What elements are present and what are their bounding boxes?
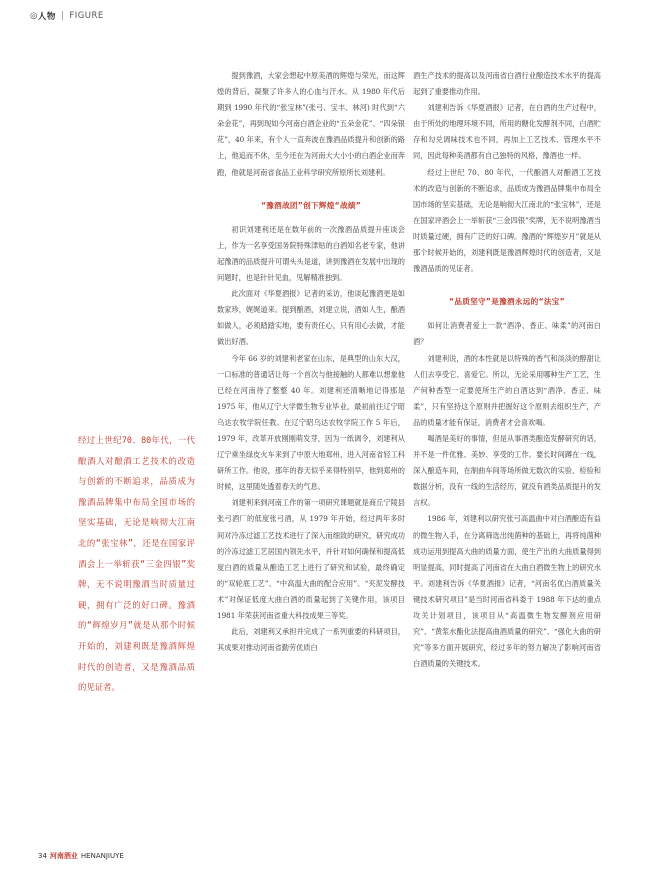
paragraph: 此后，刘建利又承担并完成了一系列重要的科研项目，其成果对推动河南省勤劳优质白 xyxy=(217,627,405,653)
paragraph: 经过上世纪 70、80 年代，一代酿酒人对酿酒工艺技术的改造与创新的不断追求，品质成为豫酒品牌集中布局全国市场的坚实基础，无论是响彻大江南北的“张宝林”，还是在国家评酒会上一举斩获“三金四银”奖牌，无不说明豫酒当时质量过硬，拥有广泛的好口碑。豫酒的“辉煌岁月”就是从那个时候开始的，刘建利既是豫酒辉煌时代的创造者，又是豫酒品质的见证者。 xyxy=(413,167,601,274)
article-column-right xyxy=(413,68,601,672)
section-label: FIGURE xyxy=(69,11,104,21)
section-header xyxy=(30,10,104,22)
magazine-name: 河南酒业 xyxy=(49,852,78,860)
magazine-name-en: HENANJIUYE xyxy=(80,852,124,860)
page-number: 34 xyxy=(38,852,47,860)
paragraph: 今年 66 岁的刘建利老家在山东，是典型的山东大汉，一口标准的普通话让每一个首次与他接触的人都难以想象他已经在河南待了整整 40 年。刘建利还清晰地记得那是 1975 年，他从辽宁大学微生物专业毕业，最初前往辽宁昭乌达农牧学院任教。在辽宁昭乌达农牧学院工作 5 年后，1979 年，改革开放刚刚萌发芽，因为一纸调令，刘建利从辽宁乘坐绿皮火车来到了中原大地郑州，进入河南省轻工科研所工作。他说，那年的春天似乎来得特别早，他到郑州的时候，这里随处透着春天的气息。 xyxy=(217,353,405,492)
paragraph: 喝酒是美好的事情，但是从事酒类酿造发酵研究的话，并不是一件优雅、美妙、享受的工作。要长时间蹲在一线，深入酿造车间，在制曲车间等场所做无数次的实验、检验和数据分析，没有一线的生活经历，就没有酒类品质提升的发言权。 xyxy=(413,433,601,508)
paragraph: 如何让消费者爱上一款“酒净、香正、味柔”的河南白酒？ xyxy=(413,321,601,347)
paragraph: 酒生产技术的提高以及河南省白酒行业酿造技术水平的提高起到了重要推动作用。 xyxy=(413,71,601,97)
paragraph: 1986 年，刘建利以研究张弓高温曲中对白酒酿造有益的微生物入手，在分离筛选出纯菌种的基础上，再将纯菌种成功运用到提高大曲的质量方面，使生产出的大曲质量得到明显提高，同时提高了河南省在大曲白酒微生物上的研究水平。刘建利告诉《华夏酒报》记者，“河南名优白酒质量关键技术研究项目”是当时河南省科委于 1988 年下达的重点攻关计划项目，该项目从“高温微生物发酵剂应用研究”、“黄浆水酯化法提高曲酒质量的研究”、“强化大曲的研究”等多方面开展研究，经过多年的努力解决了影响河南省白酒质量的关键技术。 xyxy=(413,514,601,669)
subheading: “品质坚守”是豫酒永远的“法宝” xyxy=(449,297,565,307)
paragraph: 刘建利告诉《华夏酒报》记者，在白酒的生产过程中，由于所处的地理环境不同，所用的糖化发酵剂不同，白酒贮存和勾兑调味技术也不同，再加上工艺技术、管理水平不同，因此每种美酒都有自己独特的风格，豫酒也一样。 xyxy=(413,103,601,161)
paragraph: 刘建利来到河南工作的第一项研究课题就是商丘宁陵县张弓酒厂的低度张弓酒，从 1979 年开始，经过两年多时间对冷冻过滤工艺技术进行了深入而细致的研究，研究成功的冷冻过滤工艺居国内领先水平，并针对如何确保和提高低度白酒的质量从酿造工艺上进行了研究和试验，最终确定的“双轮底工艺”、“中高温大曲的配合应用”、“夹泥发酵技术”对保证低度大曲白酒的质量起到了关键作用，该项目 1981 年荣获河南省重大科技成果三等奖。 xyxy=(217,498,405,620)
paragraph: 此次面对《华夏酒报》记者的采访，他谈起豫酒更是如数家珍，娓娓道来。提到酿酒，刘建立说，酒如人生，酿酒如做人，必须踏踏实地，要有责任心，只有用心去做，才能做出好酒。 xyxy=(217,289,405,347)
section-title: 人物 xyxy=(37,12,56,22)
pull-quote: 经过上世纪70、80年代，一代酿酒人对酿酒工艺技术的改造与创新的不断追求，品质成为豫酒品牌集中布局全国市场的坚实基础，无论是响彻大江南北的“张宝林”，还是在国家评酒会上一举斩获“三金四银”奖牌，无不说明豫酒当时质量过硬，拥有广泛的好口碑。豫酒的“辉煌岁月”就是从那个时候开始的，刘建利既是豫酒辉煌时代的创造者，又是豫酒品质的见证者。 xyxy=(78,435,195,693)
subheading: “豫酒战团”创下辉煌“战绩” xyxy=(260,200,362,210)
article-column-left xyxy=(217,68,405,656)
paragraph: 提到豫酒，大家会想起中原美酒的辉煌与荣光，而这辉煌的背后，凝聚了许多人的心血与汗水。从 1980 年代后期到 1990 年代的“张宝林”(张弓、宝丰、林河) 时代到“六朵金花”，再到现如今河南白酒企业的“五朵金花”、“四朵银花”，40 年来，有个人一直奔波在豫酒品质提升和创新的路上，他追而不休，至今还在为河南大大小小的白酒企业而奔跑，他就是河南省食品工业科学研究所原所长刘建利。 xyxy=(217,71,405,177)
header-divider: | xyxy=(60,11,65,21)
paragraph: 初识刘建利还是在数年前的一次豫酒品质提升座谈会上，作为一名享受国务院特殊津贴的白酒知名老专家，他讲起豫酒的品质提升可谓头头是道，讲到豫酒在发展中出现的问题时，也是针针见血，见解精准独到。 xyxy=(217,224,405,283)
page-footer xyxy=(38,851,124,861)
circle-mark-icon: ◎ xyxy=(30,11,38,21)
paragraph: 刘建利说，酒的本性就是以特殊的香气和淡淡的醇甜让人们去享受它、喜爱它。所以，无论采用哪种生产工艺，生产何种香型一定要使所生产的白酒达到“酒净、香正、味柔”，只有坚持这个原则并把握好这个原则去组织生产，产品的质量才能有保证，消费者才会喜欢喝。 xyxy=(413,353,601,427)
